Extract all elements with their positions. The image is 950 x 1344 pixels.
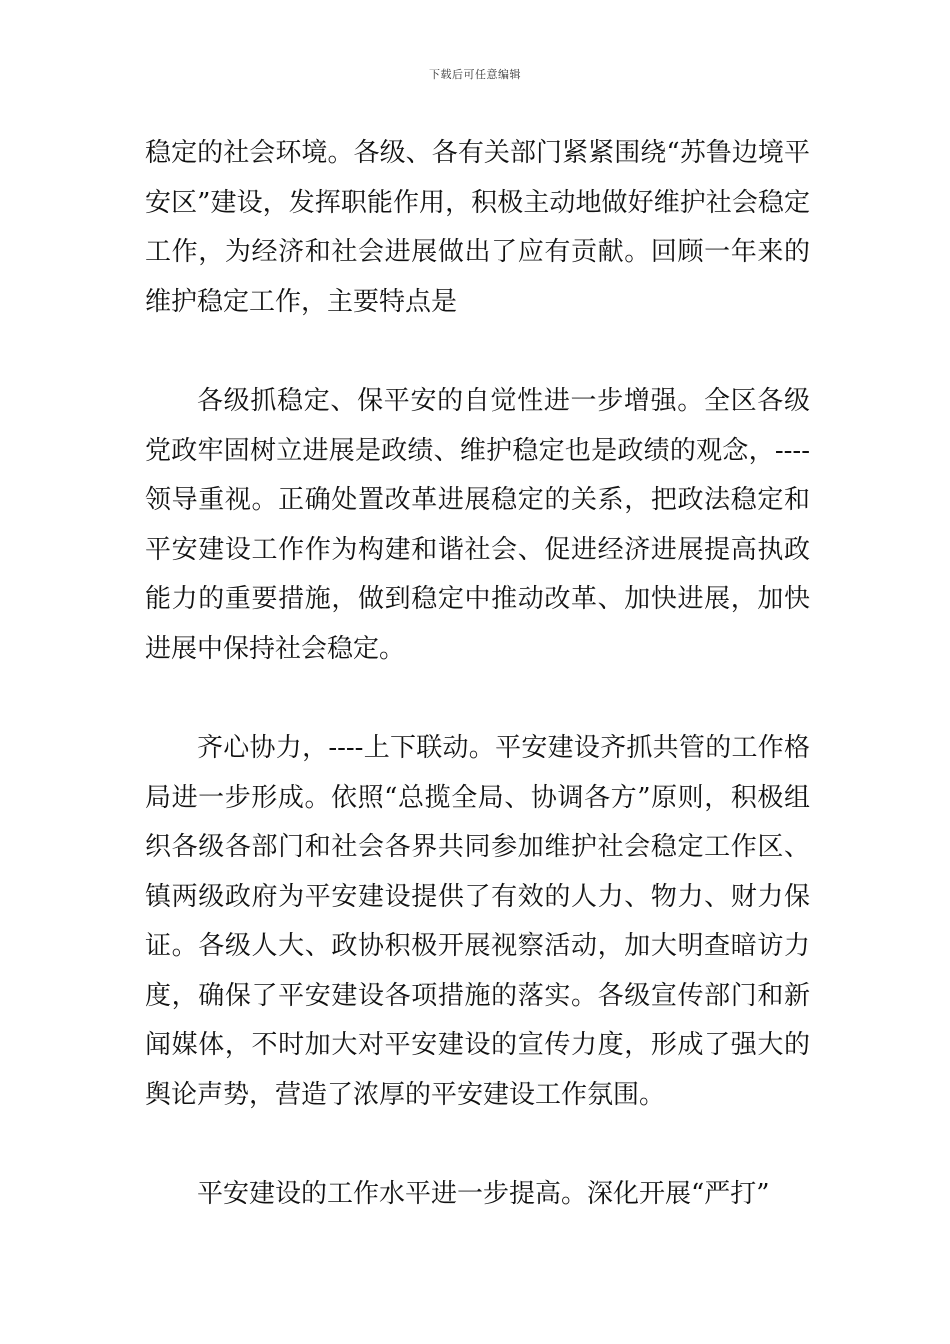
paragraph-4: 平安建设的工作水平进一步提高。深化开展“严打” <box>197 1179 770 1209</box>
paragraph-1: 稳定的社会环境。各级、各有关部门紧紧围绕“苏鲁边境平安区”建设，发挥职能作用，积极主动地做好维护社会稳定工作，为经济和社会进展做出了应有贡献。回顾一年来的维护稳定工作，主要特点是 <box>145 138 810 317</box>
paragraph-3: 齐心协力，----上下联动。平安建设齐抓共管的工作格局进一步形成。依照“总揽全局、协调各方”原则，积极组织各级各部门和社会各界共同参加维护社会稳定工作区、镇两级政府为平安建设提供了有效的人力、物力、财力保证。各级人大、政协积极开展视察活动，加大明查暗访力度，确保了平安建设各项措施的落实。各级宣传部门和新闻媒体，不时加大对平安建设的宣传力度，形成了强大的舆论声势，营造了浓厚的平安建设工作氛围。 <box>145 733 810 1110</box>
header-note: 下载后可任意编辑 <box>429 68 521 81</box>
document-body <box>145 129 810 1220</box>
paragraph-spacer <box>145 327 810 377</box>
paragraph-spacer <box>145 1120 810 1170</box>
paragraph-2: 各级抓稳定、保平安的自觉性进一步增强。全区各级党政牢固树立进展是政绩、维护稳定也是政绩的观念，----领导重视。正确处置改革进展稳定的关系，把政法稳定和平安建设工作作为构建和谐社会、促进经济进展提高执政能力的重要措施，做到稳定中推动改革、加快进展，加快进展中保持社会稳定。 <box>145 386 810 664</box>
paragraph-spacer <box>145 674 810 724</box>
